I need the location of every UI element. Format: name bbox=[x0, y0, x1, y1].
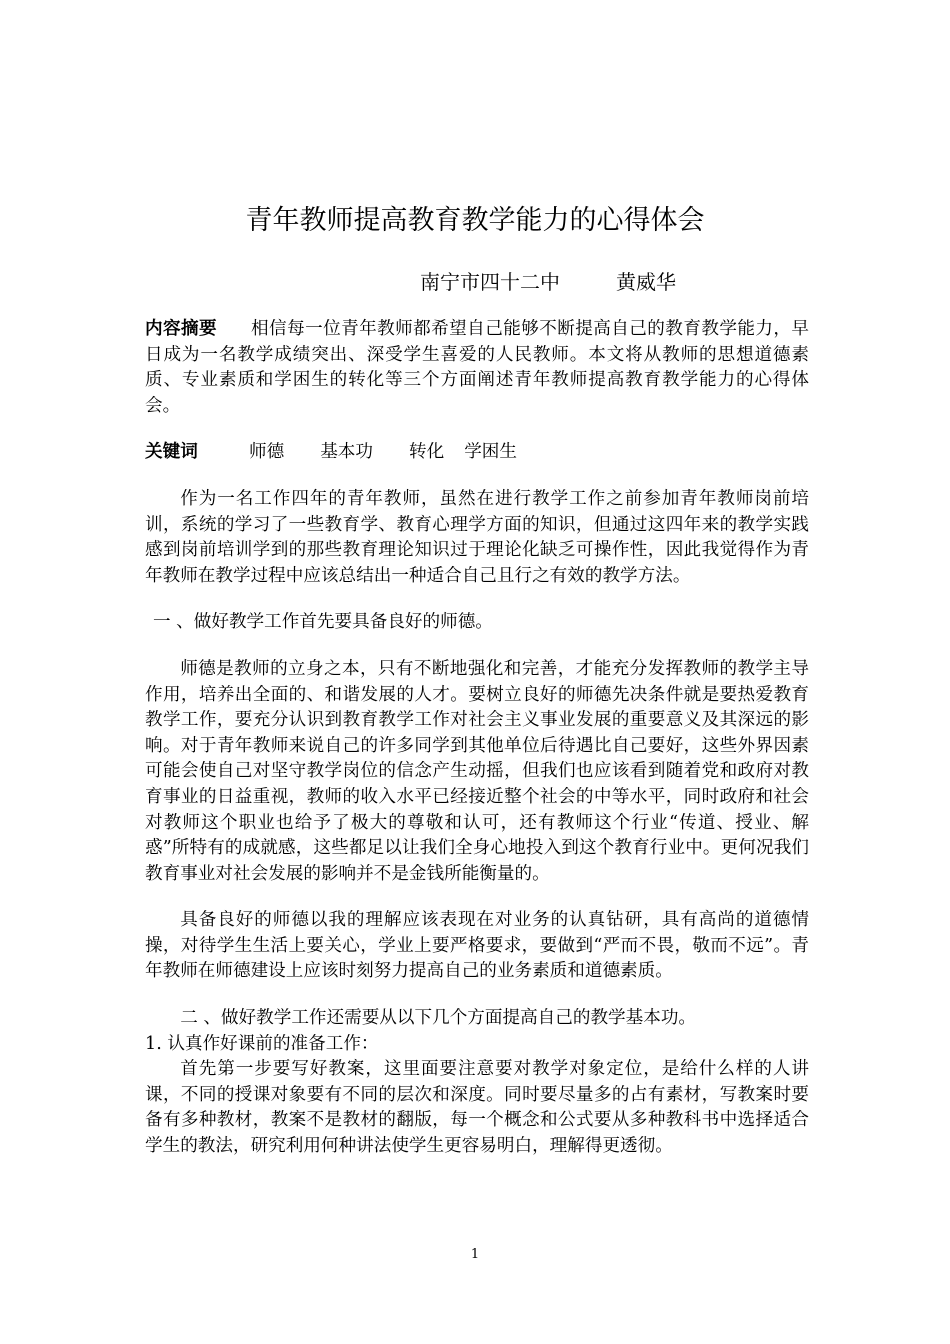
intro-paragraph: 作为一名工作四年的青年教师，虽然在进行教学工作之前参加青年教师岗前培训，系统的学习了一些教育学、教育心理学方面的知识，但通过这四年来的教学实践感到岗前培训学到的那些教育理论知识过于理论化缺乏可操作性，因此我觉得作为青年教师在教学过程中应该总结出一种适合自己且行之有效的教学方法。 bbox=[145, 488, 809, 586]
keyword-item: 转化 bbox=[409, 442, 445, 463]
section2-heading: 二 、做好教学工作还需要从以下几个方面提高自己的教学基本功。 bbox=[180, 1008, 697, 1029]
document-body bbox=[145, 317, 809, 1160]
keyword-item: 学困生 bbox=[464, 442, 517, 463]
keyword-item: 基本功 bbox=[320, 442, 373, 463]
keywords-row bbox=[145, 440, 809, 466]
author-name: 黄威华 bbox=[616, 270, 676, 294]
keyword-item: 师德 bbox=[249, 442, 285, 463]
section2-item1-text: 首先第一步要写好教案，这里面要注意要对教学对象定位，是给什么样的人讲课，不同的授课对象要有不同的层次和深度。同时要尽量多的占有素材，写教案时要备有多种教材，教案不是教材的翻版，每一个概念和公式要从多种教科书中选择适合学生的教法，研究利用何种讲法使学生更容易明白，理解得更透彻。 bbox=[145, 1059, 809, 1157]
abstract-label: 内容摘要 bbox=[145, 319, 218, 339]
author-line bbox=[420, 268, 676, 296]
section1-heading: 一 、做好教学工作首先要具备良好的师德。 bbox=[153, 612, 493, 633]
section1-paragraph: 师德是教师的立身之本，只有不断地强化和完善，才能充分发挥教师的教学主导作用，培养出全面的、和谐发展的人才。要树立良好的师德先决条件就是要热爱教育教学工作，要充分认识到教育教学工作对社会主义事业发展的重要意义及其深远的影响。对于青年教师来说自己的许多同学到其他单位后待遇比自己要好，这些外界因素可能会使自己对坚守教学岗位的信念产生动摇，但我们也应该看到随着党和政府对教育事业的日益重视，教师的收入水平已经接近整个社会的中等水平，同时政府和社会对教师这个职业也给予了极大的尊敬和认可，还有教师这个行业“传道、授业、解惑”所特有的成就感，这些都足以让我们全身心地投入到这个教育行业中。更何况我们教育事业对社会发展的影响并不是金钱所能衡量的。 bbox=[145, 658, 809, 884]
document-title: 青年教师提高教育教学能力的心得体会 bbox=[245, 205, 705, 236]
section1-paragraph: 具备良好的师德以我的理解应该表现在对业务的认真钻研，具有高尚的道德情操，对待学生生活上要关心，学业上要严格要求，要做到“严而不畏，敬而不远”。青年教师在师德建设上应该时刻努力提高自己的业务素质和道德素质。 bbox=[145, 910, 809, 982]
author-school: 南宁市四十二中 bbox=[420, 270, 560, 294]
abstract-text: 相信每一位青年教师都希望自己能够不断提高自己的教育教学能力，早日成为一名教学成绩突出、深受学生喜爱的人民教师。本文将从教师的思想道德素质、专业素质和学困生的转化等三个方面阐述青年教师提高教育教学能力的心得体会。 bbox=[145, 319, 809, 416]
keywords-label: 关键词 bbox=[145, 442, 198, 463]
abstract bbox=[145, 317, 809, 419]
page-number: 1 bbox=[470, 1247, 480, 1262]
section2-item1-heading: 1. 认真作好课前的准备工作： bbox=[145, 1033, 379, 1054]
